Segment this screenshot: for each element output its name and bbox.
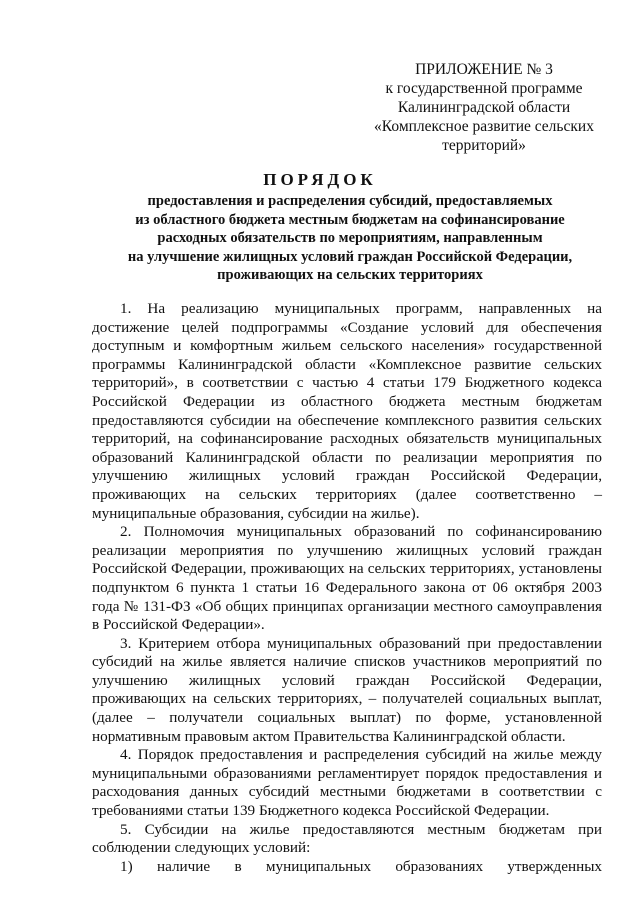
appendix-line: «Комплексное развитие сельских	[374, 118, 594, 135]
paragraph-5: 5. Субсидии на жилье предоставляются местным бюджетам при соблюдении следующих условий:	[92, 820, 602, 857]
list-item-1: 1) наличие в муниципальных образованиях утвержденных	[120, 857, 602, 875]
document-title: ПОРЯДОК	[263, 170, 377, 189]
appendix-header	[360, 60, 608, 155]
paragraph-4: 4. Порядок предоставления и распределения субсидий на жилье между муниципальными образованиями регламентирует порядок предоставления и расходования данных субсидий местными бюджетами в соответствии с требованиями статьи 139 Бюджетного кодекса Российской Федерации.	[92, 746, 602, 820]
appendix-line: ПРИЛОЖЕНИЕ № 3	[415, 61, 553, 78]
appendix-line: к государственной программе	[385, 80, 583, 97]
appendix-line: территорий»	[442, 137, 526, 154]
paragraph-3: 3. Критерием отбора муниципальных образований при предоставлении субсидий на жилье является наличие списков участников мероприятий по улучшению жилищных условий граждан Российской Федерации, проживающих на сельских территориях, – получателей социальных выплат, (далее – получатели социальных выплат) по форме, установленной нормативным правовым актом Правительства Калининградской области.	[92, 634, 602, 745]
document-subtitle	[90, 192, 610, 285]
subtitle-line: расходных обязательств по мероприятиям, направленным	[157, 230, 543, 246]
paragraph-1: 1. На реализацию муниципальных программ, направленных на достижение целей подпрограммы «Создание условий для обеспечения доступным и комфортным жильем сельского населения» государственной программы Калининградской области «Комплексное развитие сельских территорий», в соответствии с частью 4 статьи 179 Бюджетного кодекса Российской Федерации из областного бюджета местным бюджетам предоставляются субсидии на обеспечение комплексного развития сельских территорий, на софинансирование расходных обязательств муниципальных образований Калининградской области по реализации мероприятия по улучшению жилищных условий граждан Российской Федерации, проживающих на сельских территориях (далее соответственно – муниципальные образования, субсидии на жилье).	[92, 300, 602, 522]
subtitle-line: предоставления и распределения субсидий, предоставляемых	[147, 193, 553, 209]
paragraph-2: 2. Полномочия муниципальных образований по софинансированию реализации мероприятия по улучшению жилищных условий граждан Российской Федерации, проживающих на сельских территориях, установлены подпунктом 6 пункта 1 статьи 16 Федерального закона от 06 октября 2003 года № 131-ФЗ «Об общих принципах организации местного самоуправления в Российской Федерации».	[92, 523, 602, 634]
subtitle-line: проживающих на сельских территориях	[217, 267, 483, 283]
subtitle-line: на улучшение жилищных условий граждан Российской Федерации,	[127, 248, 573, 265]
subtitle-line: из областного бюджета местным бюджетам на софинансирование	[135, 211, 565, 228]
document-body	[92, 300, 602, 876]
appendix-line: Калининградской области	[397, 99, 571, 116]
